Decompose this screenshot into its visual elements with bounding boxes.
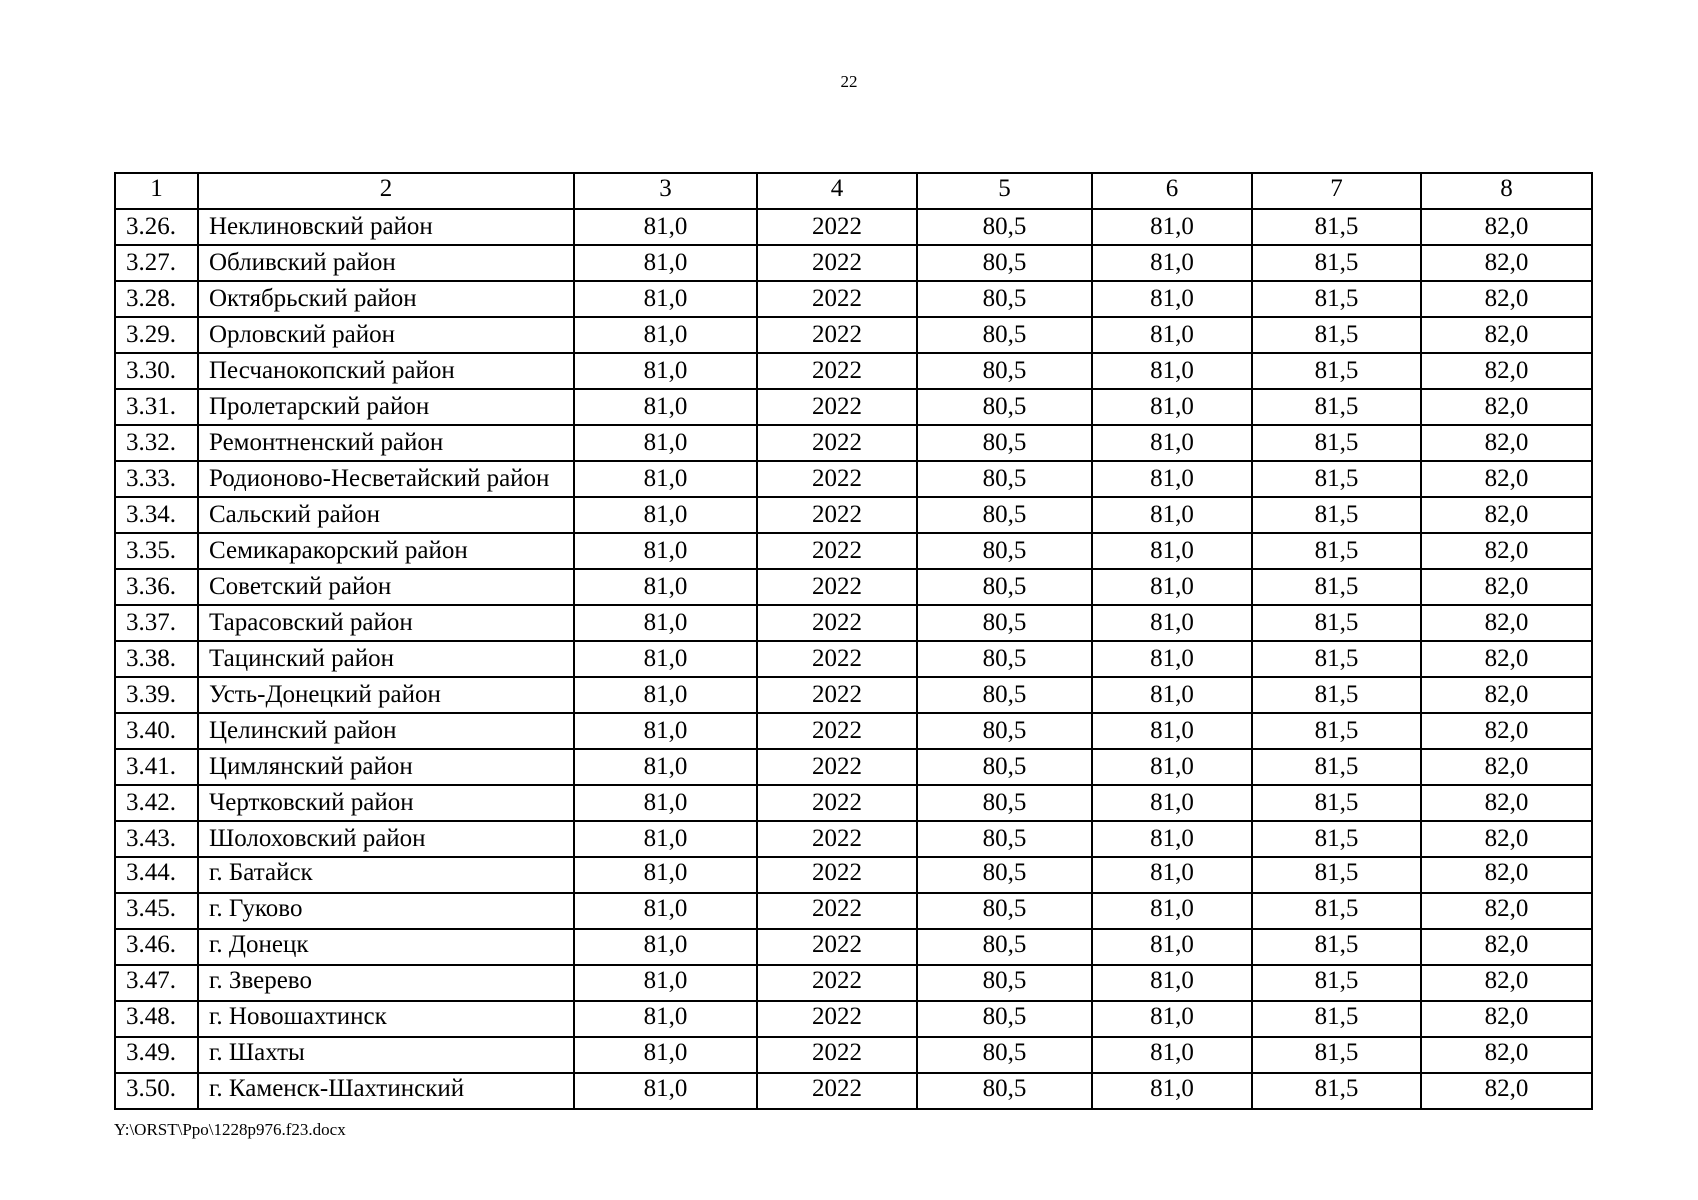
district-name: г. Каменск-Шахтинский xyxy=(198,1073,574,1109)
col-6-value: 81,0 xyxy=(1092,677,1252,713)
district-name: Орловский район xyxy=(198,317,574,353)
row-number: 3.29. xyxy=(115,317,198,353)
table-row xyxy=(115,1073,1592,1109)
row-number: 3.35. xyxy=(115,533,198,569)
col-4-year: 2022 xyxy=(757,821,917,857)
table-row xyxy=(115,209,1592,245)
col-4-year: 2022 xyxy=(757,353,917,389)
col-5-value: 80,5 xyxy=(917,677,1092,713)
col-8-value: 82,0 xyxy=(1421,785,1592,821)
col-7-value: 81,5 xyxy=(1252,641,1421,677)
col-6-value: 81,0 xyxy=(1092,893,1252,929)
col-8-value: 82,0 xyxy=(1421,821,1592,857)
col-6-value: 81,0 xyxy=(1092,245,1252,281)
col-7-value: 81,5 xyxy=(1252,1001,1421,1037)
district-name: Ремонтненский район xyxy=(198,425,574,461)
col-3-value: 81,0 xyxy=(574,1037,757,1073)
row-number: 3.49. xyxy=(115,1037,198,1073)
district-name: г. Шахты xyxy=(198,1037,574,1073)
col-8-value: 82,0 xyxy=(1421,677,1592,713)
row-number: 3.39. xyxy=(115,677,198,713)
district-name: Сальский район xyxy=(198,497,574,533)
table-row xyxy=(115,749,1592,785)
col-3-value: 81,0 xyxy=(574,749,757,785)
table-row xyxy=(115,281,1592,317)
col-3-value: 81,0 xyxy=(574,281,757,317)
file-path: Y:\ORST\Ppo\1228p976.f23.docx xyxy=(114,1120,346,1139)
row-number: 3.30. xyxy=(115,353,198,389)
table-row xyxy=(115,569,1592,605)
col-5-value: 80,5 xyxy=(917,353,1092,389)
col-8-value: 82,0 xyxy=(1421,605,1592,641)
col-4-year: 2022 xyxy=(757,677,917,713)
header-cell-1: 1 xyxy=(115,173,198,209)
col-8-value: 82,0 xyxy=(1421,209,1592,245)
row-number: 3.42. xyxy=(115,785,198,821)
header-cell-7: 7 xyxy=(1252,173,1421,209)
row-number: 3.46. xyxy=(115,929,198,965)
col-6-value: 81,0 xyxy=(1092,749,1252,785)
col-5-value: 80,5 xyxy=(917,1073,1092,1109)
table-row xyxy=(115,929,1592,965)
district-name: Неклиновский район xyxy=(198,209,574,245)
col-6-value: 81,0 xyxy=(1092,965,1252,1001)
table-row xyxy=(115,965,1592,1001)
row-number: 3.33. xyxy=(115,461,198,497)
col-5-value: 80,5 xyxy=(917,641,1092,677)
col-5-value: 80,5 xyxy=(917,281,1092,317)
col-3-value: 81,0 xyxy=(574,857,757,893)
col-5-value: 80,5 xyxy=(917,857,1092,893)
col-5-value: 80,5 xyxy=(917,821,1092,857)
table-row xyxy=(115,353,1592,389)
col-4-year: 2022 xyxy=(757,461,917,497)
col-7-value: 81,5 xyxy=(1252,893,1421,929)
row-number: 3.31. xyxy=(115,389,198,425)
col-4-year: 2022 xyxy=(757,1073,917,1109)
row-number: 3.44. xyxy=(115,857,198,893)
col-6-value: 81,0 xyxy=(1092,605,1252,641)
row-number: 3.47. xyxy=(115,965,198,1001)
col-3-value: 81,0 xyxy=(574,533,757,569)
col-8-value: 82,0 xyxy=(1421,893,1592,929)
col-3-value: 81,0 xyxy=(574,461,757,497)
col-5-value: 80,5 xyxy=(917,605,1092,641)
col-6-value: 81,0 xyxy=(1092,209,1252,245)
header-cell-5: 5 xyxy=(917,173,1092,209)
col-4-year: 2022 xyxy=(757,641,917,677)
col-6-value: 81,0 xyxy=(1092,713,1252,749)
col-5-value: 80,5 xyxy=(917,533,1092,569)
col-8-value: 82,0 xyxy=(1421,425,1592,461)
col-8-value: 82,0 xyxy=(1421,641,1592,677)
col-3-value: 81,0 xyxy=(574,209,757,245)
table-row xyxy=(115,389,1592,425)
table-row xyxy=(115,461,1592,497)
district-name: Семикаракорский район xyxy=(198,533,574,569)
col-5-value: 80,5 xyxy=(917,317,1092,353)
data-table xyxy=(114,172,1593,1110)
col-7-value: 81,5 xyxy=(1252,461,1421,497)
table-row xyxy=(115,893,1592,929)
col-8-value: 82,0 xyxy=(1421,929,1592,965)
col-3-value: 81,0 xyxy=(574,677,757,713)
table-row xyxy=(115,857,1592,893)
col-4-year: 2022 xyxy=(757,533,917,569)
district-name: г. Зверево xyxy=(198,965,574,1001)
table-row xyxy=(115,605,1592,641)
col-6-value: 81,0 xyxy=(1092,497,1252,533)
col-8-value: 82,0 xyxy=(1421,1001,1592,1037)
col-7-value: 81,5 xyxy=(1252,569,1421,605)
table-row xyxy=(115,425,1592,461)
col-3-value: 81,0 xyxy=(574,1001,757,1037)
row-number: 3.37. xyxy=(115,605,198,641)
col-4-year: 2022 xyxy=(757,713,917,749)
district-name: Цимлянский район xyxy=(198,749,574,785)
col-8-value: 82,0 xyxy=(1421,965,1592,1001)
col-3-value: 81,0 xyxy=(574,893,757,929)
col-7-value: 81,5 xyxy=(1252,1037,1421,1073)
col-7-value: 81,5 xyxy=(1252,353,1421,389)
col-5-value: 80,5 xyxy=(917,749,1092,785)
col-5-value: 80,5 xyxy=(917,1001,1092,1037)
col-3-value: 81,0 xyxy=(574,641,757,677)
col-7-value: 81,5 xyxy=(1252,389,1421,425)
col-6-value: 81,0 xyxy=(1092,389,1252,425)
col-3-value: 81,0 xyxy=(574,785,757,821)
col-7-value: 81,5 xyxy=(1252,929,1421,965)
col-5-value: 80,5 xyxy=(917,785,1092,821)
col-8-value: 82,0 xyxy=(1421,389,1592,425)
district-name: г. Батайск xyxy=(198,857,574,893)
col-4-year: 2022 xyxy=(757,389,917,425)
table-row xyxy=(115,1001,1592,1037)
row-number: 3.32. xyxy=(115,425,198,461)
table-body xyxy=(115,209,1592,1109)
col-3-value: 81,0 xyxy=(574,425,757,461)
header-cell-4: 4 xyxy=(757,173,917,209)
col-8-value: 82,0 xyxy=(1421,857,1592,893)
row-number: 3.34. xyxy=(115,497,198,533)
col-7-value: 81,5 xyxy=(1252,209,1421,245)
col-8-value: 82,0 xyxy=(1421,353,1592,389)
col-4-year: 2022 xyxy=(757,497,917,533)
district-name: г. Гуково xyxy=(198,893,574,929)
col-6-value: 81,0 xyxy=(1092,821,1252,857)
row-number: 3.43. xyxy=(115,821,198,857)
col-6-value: 81,0 xyxy=(1092,317,1252,353)
col-4-year: 2022 xyxy=(757,785,917,821)
col-4-year: 2022 xyxy=(757,1001,917,1037)
col-6-value: 81,0 xyxy=(1092,461,1252,497)
district-name: Тарасовский район xyxy=(198,605,574,641)
col-6-value: 81,0 xyxy=(1092,1001,1252,1037)
col-5-value: 80,5 xyxy=(917,425,1092,461)
district-name: Чертковский район xyxy=(198,785,574,821)
col-4-year: 2022 xyxy=(757,281,917,317)
col-8-value: 82,0 xyxy=(1421,1073,1592,1109)
col-4-year: 2022 xyxy=(757,893,917,929)
col-6-value: 81,0 xyxy=(1092,281,1252,317)
col-3-value: 81,0 xyxy=(574,1073,757,1109)
district-name: Советский район xyxy=(198,569,574,605)
col-3-value: 81,0 xyxy=(574,965,757,1001)
table-row xyxy=(115,497,1592,533)
row-number: 3.36. xyxy=(115,569,198,605)
table-row xyxy=(115,713,1592,749)
district-name: Песчанокопский район xyxy=(198,353,574,389)
table-row xyxy=(115,533,1592,569)
col-3-value: 81,0 xyxy=(574,245,757,281)
row-number: 3.50. xyxy=(115,1073,198,1109)
col-7-value: 81,5 xyxy=(1252,245,1421,281)
col-4-year: 2022 xyxy=(757,605,917,641)
col-8-value: 82,0 xyxy=(1421,569,1592,605)
col-4-year: 2022 xyxy=(757,965,917,1001)
row-number: 3.27. xyxy=(115,245,198,281)
row-number: 3.38. xyxy=(115,641,198,677)
table-row xyxy=(115,245,1592,281)
col-4-year: 2022 xyxy=(757,749,917,785)
col-8-value: 82,0 xyxy=(1421,533,1592,569)
district-name: Родионово-Несветайский район xyxy=(198,461,574,497)
col-4-year: 2022 xyxy=(757,569,917,605)
header-cell-6: 6 xyxy=(1092,173,1252,209)
table-row xyxy=(115,677,1592,713)
col-3-value: 81,0 xyxy=(574,569,757,605)
col-8-value: 82,0 xyxy=(1421,461,1592,497)
col-8-value: 82,0 xyxy=(1421,1037,1592,1073)
col-3-value: 81,0 xyxy=(574,929,757,965)
district-name: Пролетарский район xyxy=(198,389,574,425)
district-name: Тацинский район xyxy=(198,641,574,677)
col-6-value: 81,0 xyxy=(1092,353,1252,389)
row-number: 3.26. xyxy=(115,209,198,245)
col-7-value: 81,5 xyxy=(1252,857,1421,893)
col-5-value: 80,5 xyxy=(917,569,1092,605)
table-row xyxy=(115,1037,1592,1073)
row-number: 3.40. xyxy=(115,713,198,749)
col-5-value: 80,5 xyxy=(917,245,1092,281)
col-3-value: 81,0 xyxy=(574,605,757,641)
col-6-value: 81,0 xyxy=(1092,641,1252,677)
col-6-value: 81,0 xyxy=(1092,569,1252,605)
col-3-value: 81,0 xyxy=(574,317,757,353)
table-row xyxy=(115,317,1592,353)
header-cell-2: 2 xyxy=(198,173,574,209)
col-6-value: 81,0 xyxy=(1092,1073,1252,1109)
col-4-year: 2022 xyxy=(757,425,917,461)
col-5-value: 80,5 xyxy=(917,965,1092,1001)
col-4-year: 2022 xyxy=(757,929,917,965)
col-5-value: 80,5 xyxy=(917,893,1092,929)
col-3-value: 81,0 xyxy=(574,497,757,533)
district-name: Шолоховский район xyxy=(198,821,574,857)
col-7-value: 81,5 xyxy=(1252,713,1421,749)
col-6-value: 81,0 xyxy=(1092,1037,1252,1073)
header-cell-8: 8 xyxy=(1421,173,1592,209)
table-row xyxy=(115,821,1592,857)
col-7-value: 81,5 xyxy=(1252,785,1421,821)
district-name: г. Новошахтинск xyxy=(198,1001,574,1037)
col-5-value: 80,5 xyxy=(917,929,1092,965)
col-3-value: 81,0 xyxy=(574,389,757,425)
col-5-value: 80,5 xyxy=(917,461,1092,497)
table-row xyxy=(115,641,1592,677)
col-4-year: 2022 xyxy=(757,245,917,281)
col-8-value: 82,0 xyxy=(1421,281,1592,317)
district-name: Целинский район xyxy=(198,713,574,749)
col-4-year: 2022 xyxy=(757,317,917,353)
col-7-value: 81,5 xyxy=(1252,965,1421,1001)
header-cell-3: 3 xyxy=(574,173,757,209)
table-header xyxy=(115,173,1592,209)
col-7-value: 81,5 xyxy=(1252,533,1421,569)
col-3-value: 81,0 xyxy=(574,713,757,749)
col-5-value: 80,5 xyxy=(917,1037,1092,1073)
col-7-value: 81,5 xyxy=(1252,605,1421,641)
col-7-value: 81,5 xyxy=(1252,677,1421,713)
district-name: Обливский район xyxy=(198,245,574,281)
col-7-value: 81,5 xyxy=(1252,497,1421,533)
district-name: Октябрьский район xyxy=(198,281,574,317)
col-7-value: 81,5 xyxy=(1252,1073,1421,1109)
col-7-value: 81,5 xyxy=(1252,821,1421,857)
col-5-value: 80,5 xyxy=(917,389,1092,425)
col-4-year: 2022 xyxy=(757,209,917,245)
col-8-value: 82,0 xyxy=(1421,713,1592,749)
col-6-value: 81,0 xyxy=(1092,533,1252,569)
district-name: г. Донецк xyxy=(198,929,574,965)
row-number: 3.28. xyxy=(115,281,198,317)
row-number: 3.48. xyxy=(115,1001,198,1037)
col-5-value: 80,5 xyxy=(917,209,1092,245)
header-row xyxy=(115,173,1592,209)
col-7-value: 81,5 xyxy=(1252,749,1421,785)
col-3-value: 81,0 xyxy=(574,353,757,389)
col-8-value: 82,0 xyxy=(1421,497,1592,533)
district-name: Усть-Донецкий район xyxy=(198,677,574,713)
row-number: 3.41. xyxy=(115,749,198,785)
col-8-value: 82,0 xyxy=(1421,317,1592,353)
col-6-value: 81,0 xyxy=(1092,929,1252,965)
col-7-value: 81,5 xyxy=(1252,281,1421,317)
col-5-value: 80,5 xyxy=(917,497,1092,533)
col-3-value: 81,0 xyxy=(574,821,757,857)
col-6-value: 81,0 xyxy=(1092,785,1252,821)
col-4-year: 2022 xyxy=(757,857,917,893)
row-number: 3.45. xyxy=(115,893,198,929)
col-8-value: 82,0 xyxy=(1421,245,1592,281)
col-8-value: 82,0 xyxy=(1421,749,1592,785)
col-4-year: 2022 xyxy=(757,1037,917,1073)
col-7-value: 81,5 xyxy=(1252,425,1421,461)
page-number: 22 xyxy=(840,72,858,91)
col-6-value: 81,0 xyxy=(1092,857,1252,893)
col-5-value: 80,5 xyxy=(917,713,1092,749)
col-7-value: 81,5 xyxy=(1252,317,1421,353)
col-6-value: 81,0 xyxy=(1092,425,1252,461)
table-row xyxy=(115,785,1592,821)
